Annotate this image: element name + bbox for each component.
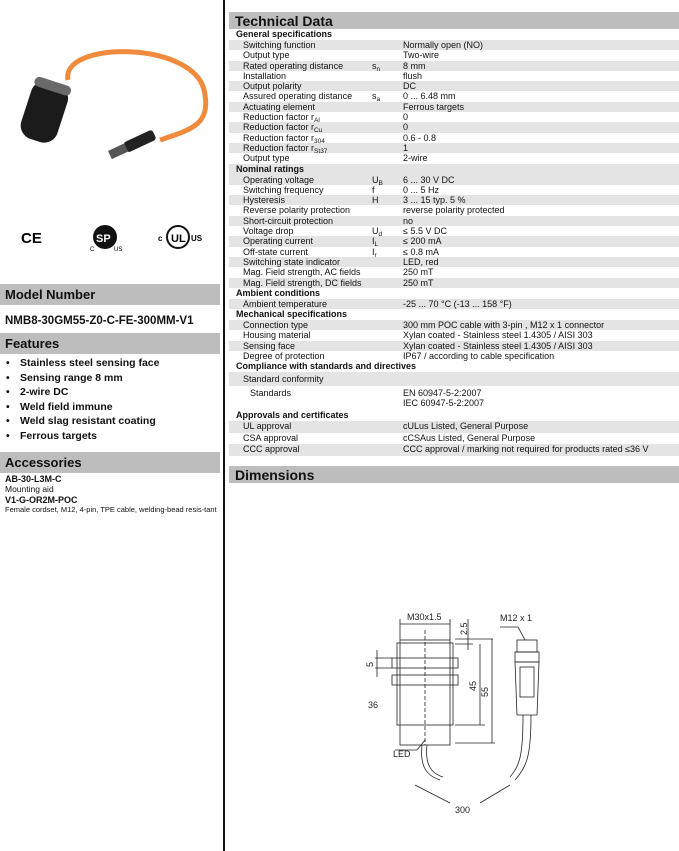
- spec-row: [229, 226, 679, 239]
- spec-row: [229, 195, 679, 205]
- spec-row: [229, 386, 679, 410]
- spec-label: Output polarity: [243, 81, 302, 92]
- spec-value: Two-wire: [403, 50, 440, 61]
- label-subscript: St37: [314, 147, 328, 155]
- spec-value: Xylan coated - Stainless steel 1.4305 / AISI 303: [403, 330, 593, 341]
- feature-text: Weld slag resistant coating: [20, 415, 156, 428]
- feature-text: Ferrous targets: [20, 429, 98, 442]
- spec-symbol: $s_n$: [372, 60, 381, 73]
- spec-label: Ambient temperature: [243, 298, 328, 309]
- spec-row: [229, 299, 679, 309]
- feature-text: Sensing range 8 mm: [20, 371, 123, 384]
- spec-label: Degree of protection: [243, 351, 325, 362]
- spec-table: [229, 29, 679, 456]
- spec-label: CCC approval: [243, 444, 300, 455]
- spec-row: [229, 216, 679, 226]
- spec-label: Short-circuit protection: [243, 215, 334, 226]
- spec-value: 1: [403, 142, 409, 153]
- feature-text: 2-wire DC: [20, 386, 69, 399]
- dim-5: 5: [365, 661, 375, 667]
- certification-logos: [0, 215, 222, 255]
- spec-symbol: f: [372, 184, 375, 195]
- spec-symbol: [372, 421, 403, 433]
- spec-symbol: [372, 50, 403, 60]
- spec-label: Switching function: [243, 40, 316, 50]
- feature-item: [6, 414, 159, 429]
- spec-value: DC: [403, 81, 416, 92]
- spec-label: Switching frequency: [243, 184, 324, 195]
- feature-text: Weld field immune: [20, 400, 113, 413]
- spec-row: [229, 330, 679, 340]
- spec-symbol: [372, 351, 403, 361]
- spec-value: 6 ... 30 V DC: [403, 174, 455, 185]
- spec-row: [229, 421, 679, 433]
- spec-symbol: [372, 102, 403, 112]
- spec-value: flush: [403, 70, 423, 81]
- spec-value: 300 mm POC cable with 3-pin , M12 x 1 connector: [403, 320, 605, 331]
- spec-symbol: H: [372, 195, 379, 206]
- symbol-subscript: B: [378, 179, 383, 187]
- spec-label: Connection type: [243, 320, 309, 331]
- section-heading: General specifications: [236, 29, 333, 39]
- spec-label: Operating current: [243, 236, 314, 247]
- accessory-item: [5, 496, 220, 514]
- spec-value: -25 ... 70 °C (-13 ... 158 °F): [403, 298, 512, 309]
- spec-value: 0.6 - 0.8: [403, 132, 437, 143]
- symbol-subscript: a: [376, 96, 381, 104]
- spec-row: [229, 236, 679, 249]
- spec-symbol: [372, 143, 403, 153]
- spec-row: [229, 444, 679, 456]
- spec-label: Assured operating distance: [243, 91, 353, 102]
- spec-row: [229, 185, 679, 195]
- spec-symbol: [372, 71, 403, 81]
- spec-symbol: [372, 388, 403, 410]
- dimensions-heading: Dimensions: [229, 466, 679, 483]
- spec-label: Reduction factor $r_{St37}$: [243, 142, 328, 155]
- spec-symbol: [372, 444, 403, 456]
- spec-row: [229, 122, 679, 135]
- spec-row: [229, 133, 679, 143]
- model-number: NMB8-30GM55-Z0-C-FE-300MM-V1: [5, 315, 194, 327]
- spec-label: Switching state indicator: [243, 256, 341, 267]
- spec-label: Reduction factor $r_{Cu}$: [243, 122, 323, 135]
- spec-value: 0 ... 5 Hz: [403, 184, 440, 195]
- spec-symbol: [372, 122, 403, 132]
- spec-row: [229, 257, 679, 267]
- spec-symbol: [372, 205, 403, 215]
- spec-value: IP67 / according to cable specification: [403, 351, 555, 362]
- spec-symbol: [372, 267, 403, 277]
- led-label: LED: [393, 749, 411, 759]
- section-heading: Nominal ratings: [229, 164, 679, 175]
- spec-label: Voltage drop: [243, 226, 294, 237]
- spec-value: Ferrous targets: [403, 101, 465, 112]
- spec-symbol: $I_L$: [372, 236, 379, 249]
- spec-label: Standards: [250, 388, 292, 399]
- section-heading: Mechanical specifications: [236, 309, 348, 320]
- spec-label: Mag. Field strength, AC fields: [243, 267, 361, 278]
- spec-label: Reverse polarity protection: [243, 205, 351, 216]
- svg-text:c: c: [158, 234, 163, 243]
- spec-symbol: [372, 216, 403, 226]
- spec-row: [229, 50, 679, 60]
- accessory-desc: Female cordset, M12, 4-pin, TPE cable, welding-bead resis-tant: [5, 505, 217, 514]
- feature-item: [6, 356, 159, 371]
- spec-row: [229, 40, 679, 50]
- spec-symbol: [372, 133, 403, 143]
- spec-symbol: [372, 153, 403, 163]
- spec-value: ≤ 200 mA: [403, 236, 442, 247]
- dim-2-5: 2.5: [459, 622, 469, 635]
- spec-value: Normally open (NO): [403, 40, 484, 50]
- spec-symbol: [372, 320, 403, 330]
- spec-symbol: [372, 81, 403, 91]
- label-subscript: Cu: [314, 127, 323, 135]
- spec-symbol: $U_B$: [372, 174, 383, 187]
- spec-row: [229, 143, 679, 153]
- spec-symbol: [372, 40, 403, 50]
- spec-symbol: [372, 299, 403, 309]
- wrench-size: 36: [368, 700, 379, 710]
- spec-value: ≤ 5.5 V DC: [403, 226, 447, 237]
- svg-text:US: US: [191, 234, 203, 243]
- feature-item: [6, 385, 159, 400]
- model-number-heading: Model Number: [0, 284, 220, 305]
- spec-symbol: [372, 278, 403, 288]
- spec-label: Rated operating distance: [243, 60, 344, 71]
- spec-symbol: [372, 433, 403, 445]
- spec-symbol: $I_r$: [372, 246, 377, 259]
- svg-text:UL: UL: [171, 233, 186, 245]
- spec-label: Output type: [243, 50, 290, 61]
- product-photo: [0, 0, 222, 190]
- spec-label: Reduction factor $r_{304}$: [243, 132, 325, 145]
- feature-item: [6, 400, 159, 415]
- standard-value: IEC 60947-5-2:2007: [403, 398, 485, 409]
- symbol-subscript: r: [374, 251, 377, 259]
- ce-logo: CE: [21, 230, 42, 247]
- spec-value: LED, red: [403, 256, 439, 267]
- features-heading: Features: [0, 333, 220, 354]
- spec-label: Housing material: [243, 330, 311, 341]
- spec-value: 8 mm: [403, 60, 426, 71]
- spec-symbol: $U_d$: [372, 226, 383, 239]
- label-subscript: Al: [314, 117, 320, 125]
- label-subscript: 304: [314, 137, 325, 145]
- spec-row: [229, 112, 679, 125]
- spec-label: Operating voltage: [243, 174, 315, 185]
- section-heading: Ambient conditions: [236, 287, 320, 298]
- section-heading: Compliance with standards and directives: [236, 361, 417, 372]
- spec-value: Xylan coated - Stainless steel 1.4305 / AISI 303: [403, 340, 593, 351]
- symbol-subscript: n: [376, 65, 381, 73]
- bullet-icon: •: [6, 357, 10, 369]
- accessories-heading: Accessories: [0, 452, 220, 473]
- spec-row: [229, 153, 679, 163]
- spec-value: 0: [403, 122, 409, 133]
- spec-symbol: [372, 341, 403, 351]
- svg-text:SP: SP: [96, 233, 111, 245]
- spec-row: [229, 267, 679, 277]
- spec-row: [229, 175, 679, 185]
- spec-label: Installation: [243, 70, 287, 81]
- standard-value: EN 60947-5-2:2007: [403, 388, 482, 399]
- technical-data: [229, 12, 679, 483]
- accessory-name: AB-30-L3M-C: [5, 474, 62, 484]
- spec-label: Off-state current: [243, 246, 308, 257]
- left-column: [0, 0, 222, 851]
- bullet-icon: •: [6, 429, 10, 442]
- spec-symbol: $s_a$: [372, 91, 381, 104]
- svg-text:US: US: [114, 247, 123, 253]
- bullet-icon: •: [6, 415, 10, 428]
- spec-row: [229, 61, 679, 71]
- dim-45: 45: [468, 680, 478, 691]
- spec-label: Output type: [243, 153, 290, 164]
- spec-value: no: [403, 215, 414, 226]
- connector-label: M12 x 1: [500, 613, 533, 623]
- spec-label: Mag. Field strength, DC fields: [243, 277, 362, 288]
- spec-value: 250 mT: [403, 267, 434, 278]
- spec-symbol: [372, 330, 403, 340]
- spec-value: [403, 388, 679, 410]
- dimension-drawing: [355, 605, 555, 825]
- spec-value: 2-wire: [403, 153, 428, 164]
- spec-symbol: [372, 257, 403, 267]
- technical-data-heading: Technical Data: [229, 12, 679, 29]
- spec-value: cCSAus Listed, General Purpose: [403, 432, 536, 443]
- spec-row: [229, 320, 679, 330]
- cable-length: 300: [455, 805, 471, 815]
- bullet-icon: •: [6, 371, 10, 384]
- spec-label: Reduction factor $r_{Al}$: [243, 112, 320, 125]
- thread-label: M30x1.5: [407, 612, 442, 622]
- spec-value: 0 ... 6.48 mm: [403, 91, 456, 102]
- spec-label: UL approval: [243, 421, 292, 432]
- spec-value: 250 mT: [403, 277, 434, 288]
- spec-symbol: [372, 112, 403, 122]
- column-divider: [223, 0, 225, 851]
- spec-label: Hysteresis: [243, 195, 286, 206]
- spec-row: [229, 372, 679, 386]
- spec-value: reverse polarity protected: [403, 205, 505, 216]
- spec-value: cULus Listed, General Purpose: [403, 421, 529, 432]
- spec-label: Standard conformity: [243, 374, 324, 385]
- spec-value: 3 ... 15 typ. 5 %: [403, 195, 466, 206]
- svg-text:C: C: [90, 247, 95, 253]
- feature-item: [6, 371, 159, 386]
- spec-value: ≤ 0.8 mA: [403, 246, 439, 257]
- spec-row: [229, 205, 679, 215]
- accessory-item: [5, 474, 62, 494]
- spec-label: CSA approval: [243, 432, 299, 443]
- spec-row: [229, 247, 679, 257]
- features-list: [6, 356, 159, 444]
- bullet-icon: •: [6, 386, 10, 399]
- spec-row: [229, 278, 679, 288]
- spec-row: [229, 351, 679, 361]
- accessory-name: V1-G-OR2M-POC: [5, 495, 78, 505]
- spec-row: [229, 341, 679, 351]
- spec-row: [229, 91, 679, 104]
- spec-row: [229, 71, 679, 81]
- bullet-icon: •: [6, 400, 10, 413]
- section-heading: Approvals and certificates: [236, 410, 349, 421]
- symbol-subscript: d: [378, 231, 383, 239]
- feature-text: Stainless steel sensing face: [20, 357, 160, 369]
- spec-row: [229, 433, 679, 445]
- symbol-subscript: L: [374, 241, 379, 249]
- spec-row: [229, 102, 679, 112]
- dim-55: 55: [480, 686, 490, 697]
- accessory-desc: Mounting aid: [5, 484, 54, 494]
- spec-value: 0: [403, 112, 409, 123]
- spec-value: CCC approval / marking not required for products rated ≤36 V: [403, 444, 649, 455]
- spec-label: Sensing face: [243, 340, 296, 351]
- feature-item: [6, 429, 159, 444]
- spec-row: [229, 81, 679, 91]
- spec-label: Actuating element: [243, 101, 316, 112]
